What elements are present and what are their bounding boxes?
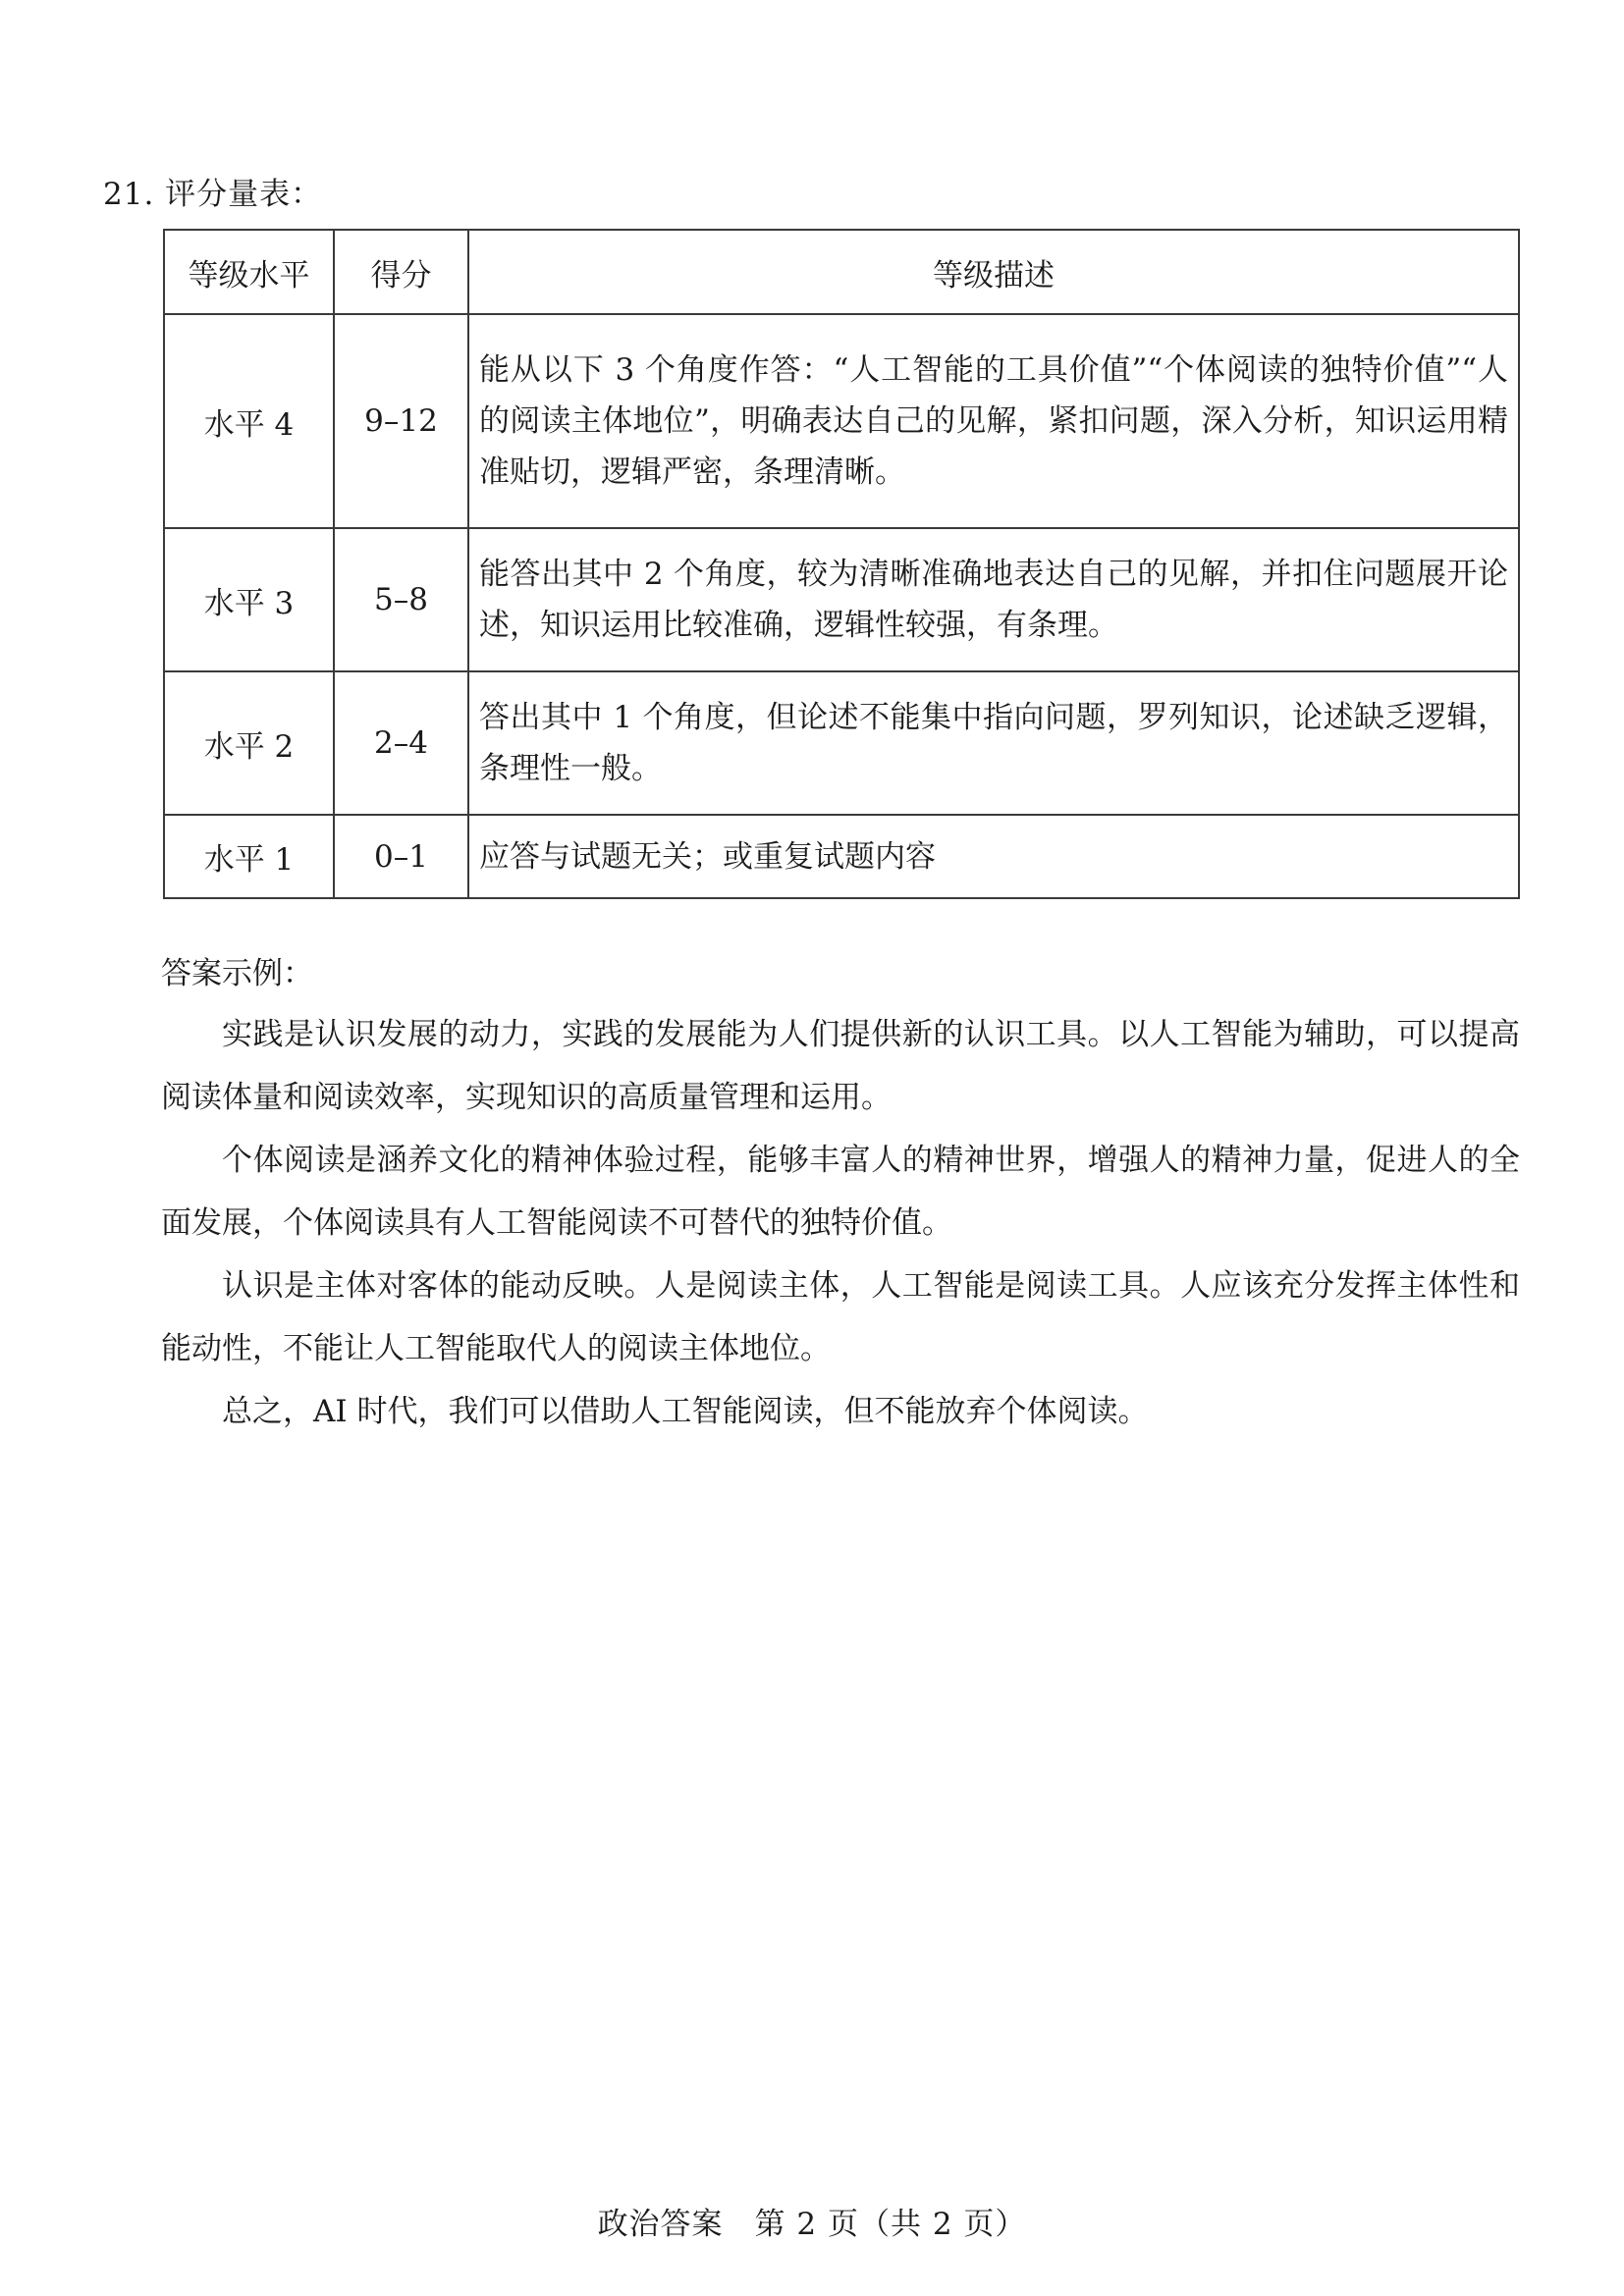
example-label: 答案示例： (161, 956, 313, 991)
level-cell: 水平 1 (164, 815, 334, 898)
table-row (164, 314, 1519, 528)
answer-paragraph: 实践是认识发展的动力，实践的发展能为人们提供新的认识工具。以人工智能为辅助，可以提高阅读体量和阅读效率，实现知识的高质量管理和运用。 (161, 1017, 1520, 1115)
level-cell: 水平 4 (164, 314, 334, 528)
description-cell: 应答与试题无关；或重复试题内容 (468, 815, 1519, 898)
answer-body (161, 1003, 1520, 1443)
answer-paragraph: 个体阅读是涵养文化的精神体验过程，能够丰富人的精神世界，增强人的精神力量，促进人的全面发展，个体阅读具有人工智能阅读不可替代的独特价值。 (161, 1143, 1520, 1241)
level-cell: 水平 3 (164, 528, 334, 671)
table-row (164, 528, 1519, 671)
score-cell: 2–4 (334, 671, 468, 815)
level-cell: 水平 2 (164, 671, 334, 815)
answer-paragraph: 认识是主体对客体的能动反映。人是阅读主体，人工智能是阅读工具。人应该充分发挥主体性和能动性，不能让人工智能取代人的阅读主体地位。 (161, 1268, 1520, 1366)
description-cell: 答出其中 1 个角度，但论述不能集中指向问题，罗列知识，论述缺乏逻辑，条理性一般。 (468, 671, 1519, 815)
answer-paragraph: 总之，AI 时代，我们可以借助人工智能阅读，但不能放弃个体阅读。 (222, 1394, 1149, 1429)
description-cell: 能答出其中 2 个角度，较为清晰准确地表达自己的见解，并扣住问题展开论述，知识运用比较准确，逻辑性较强，有条理。 (468, 528, 1519, 671)
description-cell: 能从以下 3 个角度作答：“人工智能的工具价值”“个体阅读的独特价值”“人的阅读主体地位”，明确表达自己的见解，紧扣问题，深入分析，知识运用精准贴切，逻辑严密，条理清晰。 (468, 314, 1519, 528)
page-footer: 政治答案 第 2 页（共 2 页） (597, 2207, 1027, 2242)
table-row (164, 671, 1519, 815)
table-header-row (164, 230, 1519, 314)
header-score: 得分 (334, 230, 468, 314)
question-heading: 21. 评分量表： (103, 177, 323, 212)
table-row (164, 815, 1519, 898)
header-description: 等级描述 (468, 230, 1519, 314)
score-cell: 9–12 (334, 314, 468, 528)
rubric-table (163, 229, 1520, 899)
score-cell: 5–8 (334, 528, 468, 671)
header-level: 等级水平 (164, 230, 334, 314)
score-cell: 0–1 (334, 815, 468, 898)
